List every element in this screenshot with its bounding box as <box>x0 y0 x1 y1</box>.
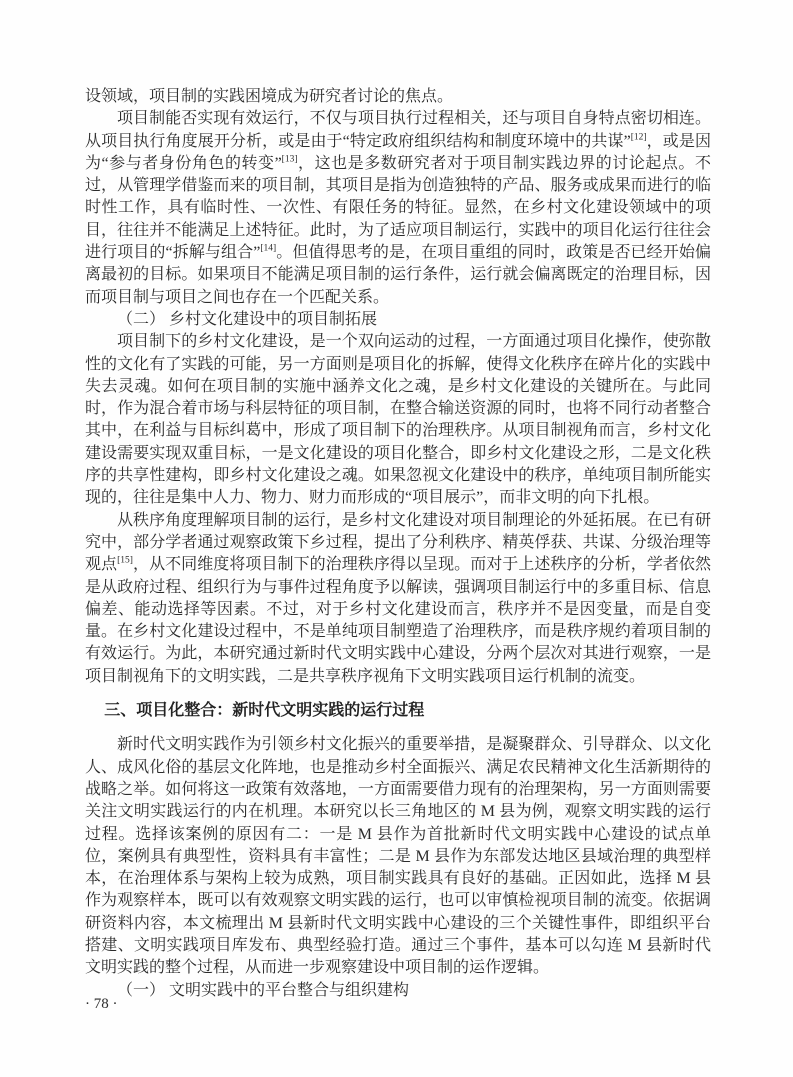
citation-reference: [12] <box>630 132 647 143</box>
para-project-system-effective-operation <box>85 108 711 309</box>
text-run: ，从不同维度将项目制下的治理秩序得以呈现。而对于上述秩序的分析，学者依然是从政府过程、组织行为与事件过程角度予以解读，强调项目制运行中的多重目标、信息偏差、能动选择等因素。不过，对于乡村文化建设而言，秩序并不是因变量，而是自变量。在乡村文化建设过程中，不是单纯项目制塑造了治理秩序，而是秩序规约着项目制的有效运行。为此，本研究通过新时代文明实践中心建设，分两个层次对其进行观察，一是项目制视角下的文明实践，二是共享秩序视角下文明实践项目运行机制的流变。 <box>85 556 711 685</box>
para-two-way-movement <box>85 331 711 509</box>
text-run: ，这也是多数研究者对于项目制实践边界的讨论起点。不过，从管理学借鉴而来的项目制，其项目是指为创造独特的产品、服务或成果而进行的临时性工作，具有临时性、一次性、有限任务的特征。显然，在乡村文化建设领域中的项目，往往并不能满足上述特征。此时，为了适应项目制运行，实践中的项目化运行往往会进行项目的“拆解与组合” <box>85 154 711 262</box>
text-run: ，或是因为“参与者身份角色的转变” <box>85 132 711 172</box>
text-run: 三、项目化整合：新时代文明实践的运行过程 <box>104 702 425 720</box>
page-number: · 78 · <box>85 996 118 1012</box>
para-order-perspective <box>85 510 711 688</box>
text-run: 设领域，项目制的实践困境成为研究者讨论的焦点。 <box>85 88 454 105</box>
citation-reference: [13] <box>281 154 298 165</box>
citation-reference: [15] <box>117 555 133 566</box>
heading-projectized-integration <box>85 700 711 722</box>
document-body <box>85 86 711 1002</box>
text-run: （一） 文明实践中的平台整合与组织建构 <box>117 981 410 999</box>
subheading-platform-integration-organization <box>85 980 711 1002</box>
para-continuation-top <box>85 86 711 108</box>
para-new-era-civilization-practice <box>85 734 711 979</box>
text-run: （二） 乡村文化建设中的项目制拓展 <box>117 310 378 328</box>
text-run: 从秩序角度理解项目制的运行，是乡村文化建设对项目制理论的外延拓展。在已有研究中，部分学者通过观察政策下乡过程，提出了分利秩序、精英俘获、共谋、分级治理等观点 <box>85 511 711 574</box>
text-run: 项目制下的乡村文化建设，是一个双向运动的过程，一方面通过项目化操作，使弥散性的文化有了实践的可能，另一方面则是项目化的拆解，使得文化秩序在碎片化的实践中失去灵魂。如何在项目制的实施中涵养文化之魂，是乡村文化建设的关键所在。与此同时，作为混合着市场与科层特征的项目制，在整合输送资源的同时，也将不同行动者整合其中，在利益与目标纠葛中，形成了项目制下的治理秩序。从项目制视角而言，乡村文化建设需要实现双重目标，一是文化建设的项目化整合，即乡村文化建设之形，二是文化秩序的共享性建构，即乡村文化建设之魂。如果忽视文化建设中的秩序，单纯项目制所能实现的，往往是集中人力、物力、财力而形成的“项目展示”，而非文明的向下扎根。 <box>85 333 711 507</box>
text-run: 。但值得思考的是，在项目重组的同时，政策是否已经开始偏离最初的目标。如果项目不能满足项目制的运行条件，运行就会偏离既定的治理目标，因而项目制与项目之间也存在一个匹配关系。 <box>85 244 711 306</box>
text-run: 项目制能否实现有效运行，不仅与项目执行过程相关，还与项目自身特点密切相连。从项目执行角度展开分析，或是由于“特定政府组织结构和制度环境中的共谋” <box>85 110 711 150</box>
text-run: 新时代文明实践作为引领乡村文化振兴的重要举措，是凝聚群众、引导群众、以文化人、成风化俗的基层文化阵地，也是推动乡村全面振兴、满足农民精神文化生活新期待的战略之举。如何将这一政策有效落地，一方面需要借力现有的治理架构，另一方面则需要关注文明实践运行的内在机理。本研究以长三角地区的 M 县为例，观察文明实践的运行过程。选择该案例的原因有二：一是 M 县作为首批新时代文明实践中心建设的试点单位，案例具有典型性，资料具有丰富性；二是 M 县作为东部发达地区县域治理的典型样本，在治理体系与架构上较为成熟，项目制实践具有良好的基础。正因如此，选择 M 县作为观察样本，既可以有效观察文明实践的运行，也可以审慎检视项目制的流变。依据调研资料内容，本文梳理出 M 县新时代文明实践中心建设的三个关键性事件，即组织平台搭建、文明实践项目库发布、典型经验打造。通过三个事件，基本可以勾连 M 县新时代文明实践的整个过程，从而进一步观察建设中项目制的运作逻辑。 <box>85 736 711 977</box>
citation-reference: [14] <box>260 243 277 254</box>
subheading-rural-culture-project-expansion <box>85 309 711 331</box>
